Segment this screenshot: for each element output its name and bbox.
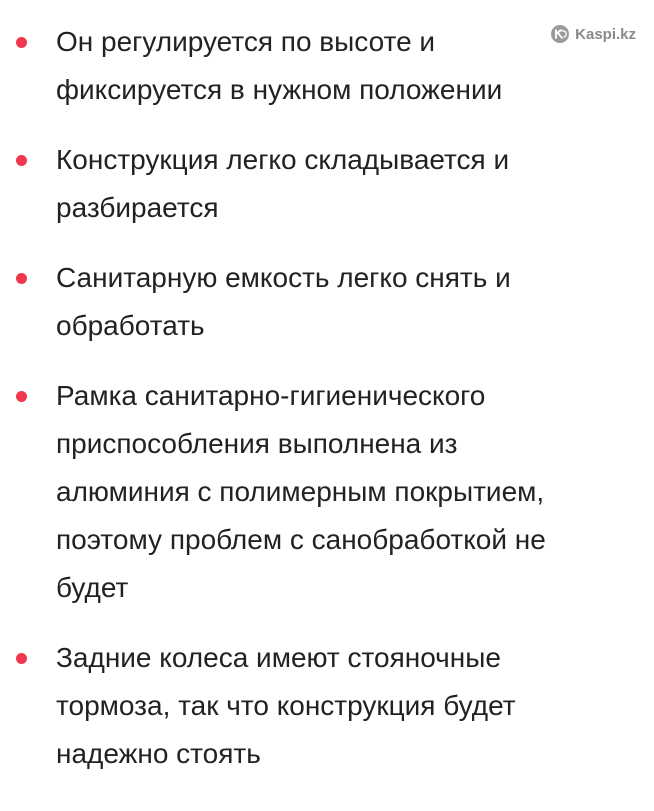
- list-item-text: надежно стоять: [56, 738, 261, 769]
- list-item-text: тормоза, так что конструкция будет: [56, 690, 516, 721]
- list-item-text: Он регулируется по высоте и: [56, 26, 436, 57]
- bullet-icon: [16, 273, 27, 284]
- list-item: [0, 136, 654, 232]
- list-item-text: Конструкция легко складывается и: [56, 144, 510, 175]
- list-item-text: поэтому проблем с санобработкой не: [56, 524, 546, 555]
- list-item-text: будет: [56, 572, 129, 603]
- list-item: [0, 18, 654, 114]
- list-item-text: приспособления выполнена из: [56, 428, 458, 459]
- bullet-icon: [16, 391, 27, 402]
- list-item-text: алюминия с полимерным покрытием,: [56, 476, 545, 507]
- list-item-text: Рамка санитарно-гигиенического: [56, 380, 486, 411]
- list-item-text: обработать: [56, 310, 205, 341]
- list-item: [0, 634, 654, 778]
- bullet-icon: [16, 155, 27, 166]
- list-item-text: разбирается: [56, 192, 219, 223]
- list-item-text: фиксируется в нужном положении: [56, 74, 503, 105]
- list-item-text: Санитарную емкость легко снять и: [56, 262, 511, 293]
- list-item: [0, 254, 654, 350]
- bullet-icon: [16, 653, 27, 664]
- list-item-text: Задние колеса имеют стояночные: [56, 642, 501, 673]
- watermark-text: Kaspi.kz: [575, 25, 636, 43]
- feature-list: [0, 18, 654, 800]
- list-item: [0, 372, 654, 612]
- bullet-icon: [16, 37, 27, 48]
